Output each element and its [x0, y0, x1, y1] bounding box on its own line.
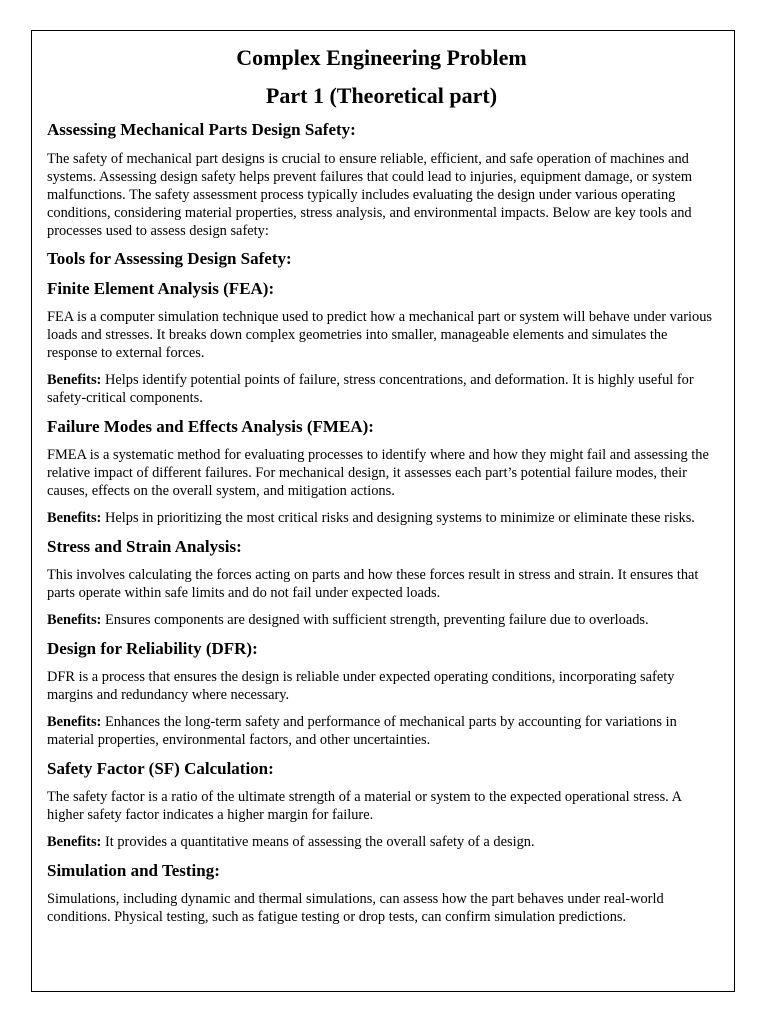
benefits-label: Benefits:	[47, 612, 102, 628]
tools-heading: Tools for Assessing Design Safety:	[47, 249, 292, 268]
section-heading-simulation-testing: Simulation and Testing:	[47, 861, 220, 880]
section-paragraph-fmea: FMEA is a systematic method for evaluating processes to identify where and how they might fail and assessing the relative impact of different failures. For mechanical design, it assesses each part’s potential failure modes, their causes, effects on the overall system, and mitigation actions.	[47, 447, 709, 499]
benefits-label: Benefits:	[47, 510, 102, 526]
benefits-label: Benefits:	[47, 714, 102, 730]
section-heading-dfr: Design for Reliability (DFR):	[47, 639, 258, 658]
benefits-text: It provides a quantitative means of assessing the overall safety of a design.	[104, 834, 535, 850]
benefits-text: Helps identify potential points of failure, stress concentrations, and deformation. It is highly useful for safety-critical components.	[47, 372, 694, 406]
section-benefits-safety-factor	[47, 833, 716, 851]
benefits-text: Helps in prioritizing the most critical risks and designing systems to minimize or eliminate these risks.	[104, 510, 695, 526]
benefits-label: Benefits:	[47, 834, 102, 850]
section-paragraph-simulation-testing: Simulations, including dynamic and thermal simulations, can assess how the part behaves under real-world conditions. Physical testing, such as fatigue testing or drop tests, can confirm simulation predictions.	[47, 891, 664, 925]
section-benefits-stress-strain	[47, 611, 716, 629]
section-paragraph-stress-strain: This involves calculating the forces acting on parts and how these forces result in stress and strain. It ensures that parts operate within safe limits and do not fail under expected loads.	[47, 567, 699, 601]
section-benefits-dfr	[47, 713, 716, 749]
section-heading-safety-factor: Safety Factor (SF) Calculation:	[47, 759, 274, 778]
benefits-text: Ensures components are designed with sufficient strength, preventing failure due to overloads.	[104, 612, 649, 628]
document-subtitle: Part 1 (Theoretical part)	[265, 83, 498, 108]
intro-heading: Assessing Mechanical Parts Design Safety:	[47, 120, 356, 139]
benefits-label: Benefits:	[47, 372, 102, 388]
section-paragraph-dfr: DFR is a process that ensures the design is reliable under expected operating conditions, incorporating safety margins and redundancy where necessary.	[47, 669, 675, 703]
document-title: Complex Engineering Problem	[236, 45, 527, 70]
document-page	[31, 30, 735, 992]
section-paragraph-safety-factor: The safety factor is a ratio of the ultimate strength of a material or system to the expected operational stress. A higher safety factor indicates a higher margin for failure.	[47, 789, 682, 823]
intro-paragraph: The safety of mechanical part designs is crucial to ensure reliable, efficient, and safe operation of machines and systems. Assessing design safety helps prevent failures that could lead to injuries, equipment damage, or system malfunctions. The safety assessment process typically includes evaluating the design under various operating conditions, considering material properties, stress analysis, and environmental impacts. Below are key tools and processes used to assess design safety:	[47, 151, 693, 239]
section-heading-fmea: Failure Modes and Effects Analysis (FMEA):	[47, 417, 374, 436]
document-content	[47, 31, 716, 926]
section-heading-fea: Finite Element Analysis (FEA):	[47, 279, 275, 298]
section-paragraph-fea: FEA is a computer simulation technique used to predict how a mechanical part or system will behave under various loads and stresses. It breaks down complex geometries into smaller, manageable elements and simulates the response to external forces.	[47, 309, 712, 361]
benefits-text: Enhances the long-term safety and performance of mechanical parts by accounting for variations in material properties, environmental factors, and other uncertainties.	[47, 714, 677, 748]
section-benefits-fmea	[47, 509, 716, 527]
section-heading-stress-strain: Stress and Strain Analysis:	[47, 537, 242, 556]
section-benefits-fea	[47, 371, 716, 407]
